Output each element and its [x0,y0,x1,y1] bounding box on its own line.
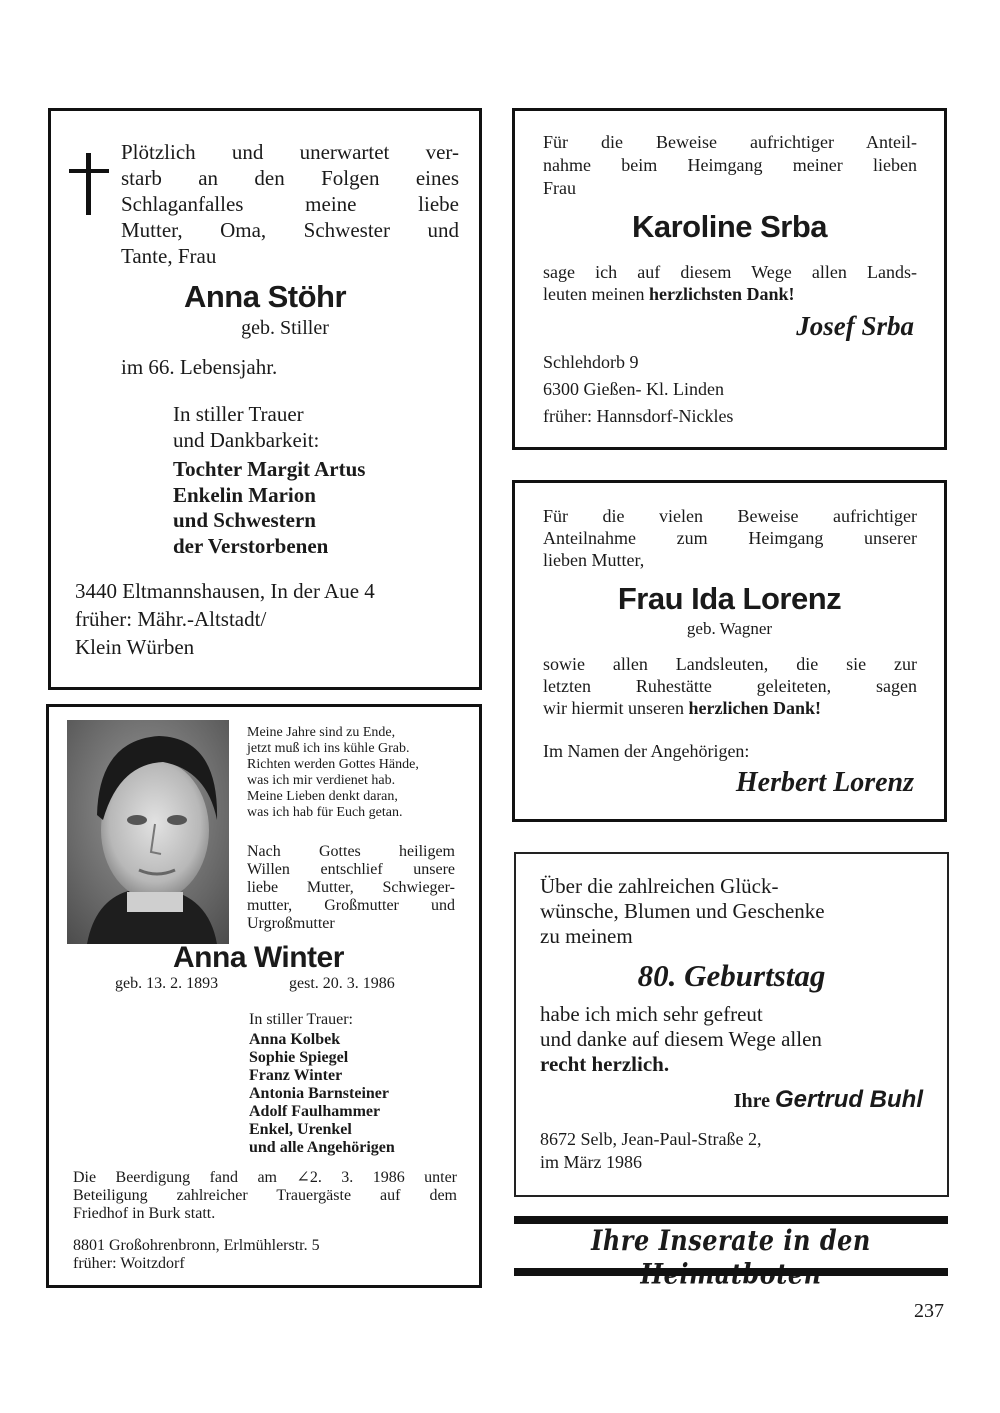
mourners-list: Anna Kolbek Sophie Spiegel Franz Winter Antonia Barnsteiner Adolf Faulhammer Enkel, Urenkel und alle Angehörigen [249,1031,395,1156]
intro-text: Über die zahlreichen Glück- wünsche, Blumen und Geschenke zu meinem [540,874,825,948]
address: 3440 Eltmannshausen, In der Aue 4 früher: Mähr.-Altstadt/ Klein Würben [75,579,375,659]
thanks-text: sowie allen Landsleuten, die sie zur letzten Ruhestätte geleiteten, sagen wir hiermit unseren herzlichen Dank! [543,654,917,718]
age-text: im 66. Lebensjahr. [121,355,278,379]
obituary-anna-stoehr [48,108,482,690]
address: 8801 Großohrenbronn, Erlmühlerstr. 5 früher: Woitzdorf [73,1237,320,1272]
occasion-title: 80. Geburtstag [637,958,826,993]
banner-text: Ihre Inserate in den [591,1223,871,1257]
cross-icon [69,153,109,215]
mourning-text: In stiller Trauer: [249,1011,353,1028]
behalf-text: Im Namen der Angehörigen: [543,741,750,761]
thanks-text: sage ich auf diesem Wege allen Lands- leuten meinen herzlichsten Dank! [543,262,917,304]
thanks-karoline-srba [512,108,947,450]
thanks-ida-lorenz [512,480,947,822]
thanks-birthday-gertrud-buhl [514,852,949,1197]
portrait-photo [67,720,229,944]
maiden-name: geb. Stiller [241,317,329,339]
mourners-list: Tochter Margit Artus Enkelin Marion und Schwestern der Verstorbenen [173,457,366,558]
address: Schlehdorb 9 6300 Gießen- Kl. Linden früher: Hannsdorf-Nickles [543,352,734,426]
intro-text: Plötzlich und unerwartet ver- starb an den Folgen eines Schlaganfalles meine liebe Mutter, Oma, Schwester und Tante, Frau [121,140,459,268]
deceased-name: Anna Winter [173,941,344,974]
obituary-anna-winter [46,704,482,1288]
address: 8672 Selb, Jean-Paul-Straße 2, im März 1986 [540,1129,762,1172]
birth-date: geb. 13. 2. 1893 [115,975,219,992]
page-number: 237 [914,1300,944,1322]
poem-text: Meine Jahre sind zu Ende, jetzt muß ich ins kühle Grab. Richten werden Gottes Hände, was ich mir verdienet hab. Meine Lieben denkt daran, was ich hab für Euch getan. [247,725,419,820]
intro-text: Für die vielen Beweise aufrichtiger Anteilnahme zum Heimgang unserer lieben Mutter, [543,506,917,570]
deceased-name: Anna Stöhr [183,279,347,314]
banner-rule-bottom [514,1268,948,1276]
death-date: gest. 20. 3. 1986 [289,975,395,992]
deceased-name: Frau Ida Lorenz [617,581,842,616]
deceased-name: Karoline Srba [631,209,828,244]
funeral-text: Die Beerdigung fand am ∠2. 3. 1986 unter Beteiligung zahlreicher Trauergäste auf dem Friedhof in Burk statt. [73,1169,457,1222]
maiden-name: geb. Wagner [686,619,773,638]
signature: Josef Srba [796,311,914,341]
signature: Ihre Gertrud Buhl [733,1086,923,1113]
mourning-text: In stiller Trauer und Dankbarkeit: [173,402,320,452]
death-notice-text: Nach Gottes heiligem Willen entschlief unsere liebe Mutter, Schwieger- mutter, Großmutter und Urgroßmutter [247,843,455,932]
intro-text: Für die Beweise aufrichtiger Anteil- nahme beim Heimgang meiner lieben Frau [543,132,917,198]
signature: Herbert Lorenz [735,767,914,798]
thanks-text: habe ich mich sehr gefreut und danke auf diesem Wege allen recht herzlich. [540,1002,822,1076]
